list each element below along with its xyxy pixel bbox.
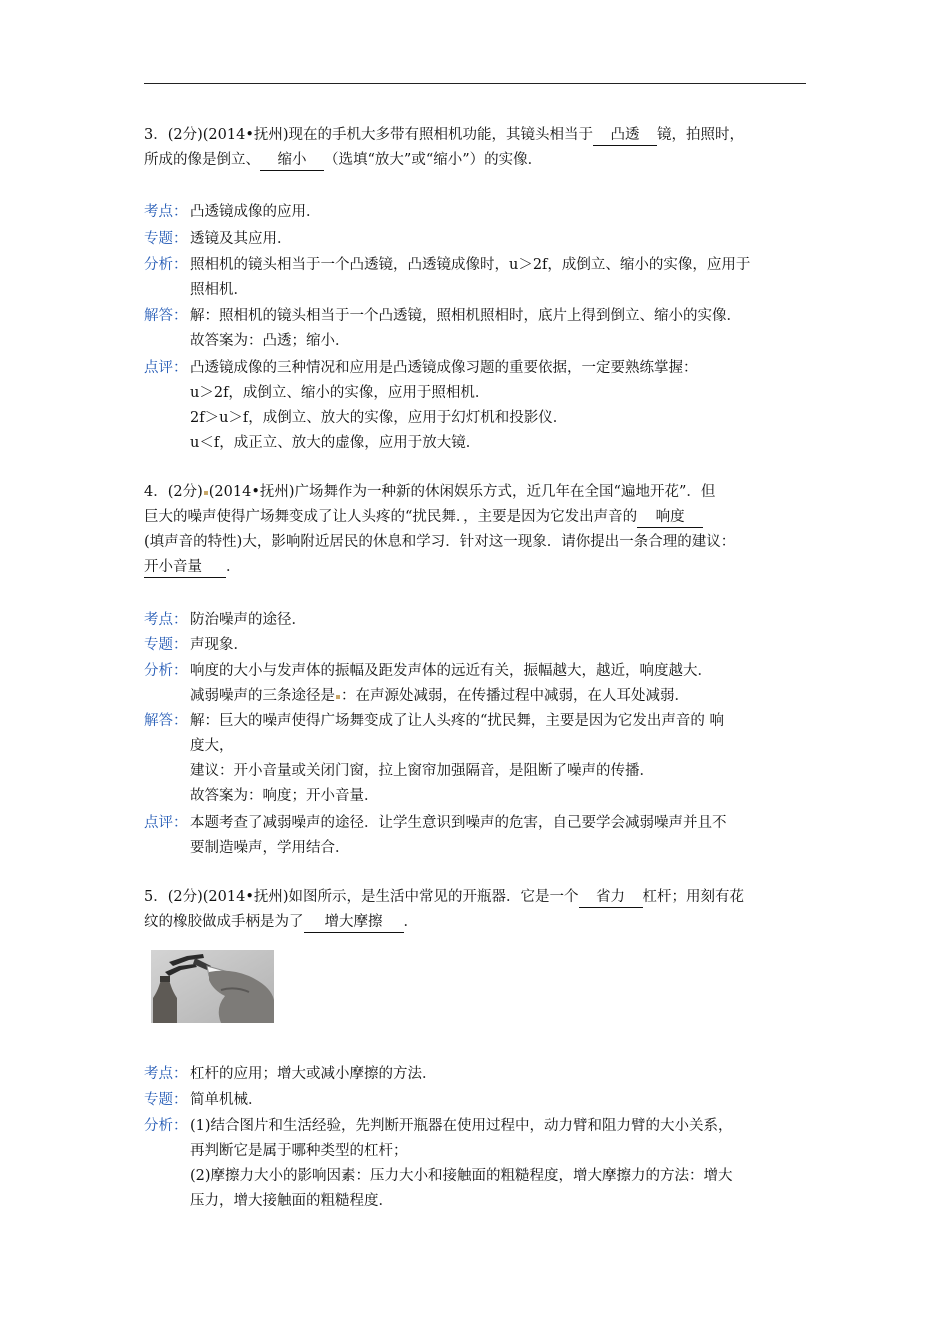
zhuanti-label: 专题： <box>144 637 188 653</box>
question-5-line-2: 纹的橡胶做成手柄是为了 增大摩擦 ． <box>144 910 809 935</box>
question-4-line-1: 4．(2分) (2014•抚州)广场舞作为一种新的休闲娱乐方式，近几年在全国“遍地开花”．但 <box>144 484 716 500</box>
question-3 <box>144 123 809 173</box>
kaodian-label: 考点： <box>144 1066 188 1082</box>
fenxi-label: 分析： <box>144 663 188 679</box>
answer-blank-2: 缩小 <box>260 150 324 171</box>
question-4-line-2: 巨大的噪声使得广场舞变成了让人头疼的“扰民舞．，主要是因为它发出声音的 响度 <box>144 505 809 530</box>
fenxi-label: 分析： <box>144 1118 188 1134</box>
question-4-line-4: 开小音量 ． <box>144 555 809 580</box>
question-5-line-1: 5．(2分)(2014•抚州)如图所示，是生活中常见的开瓶器．它是一个 省力 杠杆；用刻有花 <box>144 885 809 910</box>
kaodian-label: 考点： <box>144 612 188 628</box>
dianping-label: 点评： <box>144 360 188 376</box>
question-5 <box>144 885 809 935</box>
answer-blank-1: 响度 <box>637 507 703 528</box>
fenxi-label: 分析： <box>144 257 188 273</box>
header-rule <box>144 83 806 84</box>
kaodian-label: 考点： <box>144 204 188 220</box>
marker-dot-icon <box>336 695 340 699</box>
zhuanti-label: 专题： <box>144 231 188 247</box>
answer-blank-1: 省力 <box>579 887 643 908</box>
dianping-label: 点评： <box>144 815 188 831</box>
marker-dot-icon <box>204 491 208 495</box>
question-3-line-1: 3．(2分)(2014•抚州)现在的手机大多带有照相机功能，其镜头相当于 凸透 镜，拍照时， <box>144 123 809 148</box>
zhuanti-label: 专题： <box>144 1092 188 1108</box>
answer-blank-1: 凸透 <box>593 125 657 146</box>
question-4-line-3: (填声音的特性)大，影响附近居民的休息和学习．针对这一现象．请你提出一条合理的建议： <box>144 534 736 550</box>
question-4 <box>144 480 809 580</box>
bottle-opener-photo <box>151 950 274 1023</box>
question-3-line-2: 所成的像是倒立、 缩小 （选填“放大”或“缩小”）的实像． <box>144 148 809 173</box>
jieda-label: 解答： <box>144 308 188 324</box>
answer-blank-2: 开小音量 <box>144 557 226 578</box>
bottle-opener-image <box>151 950 274 1023</box>
answer-blank-2: 增大摩擦 <box>304 912 404 933</box>
jieda-label: 解答： <box>144 713 188 729</box>
